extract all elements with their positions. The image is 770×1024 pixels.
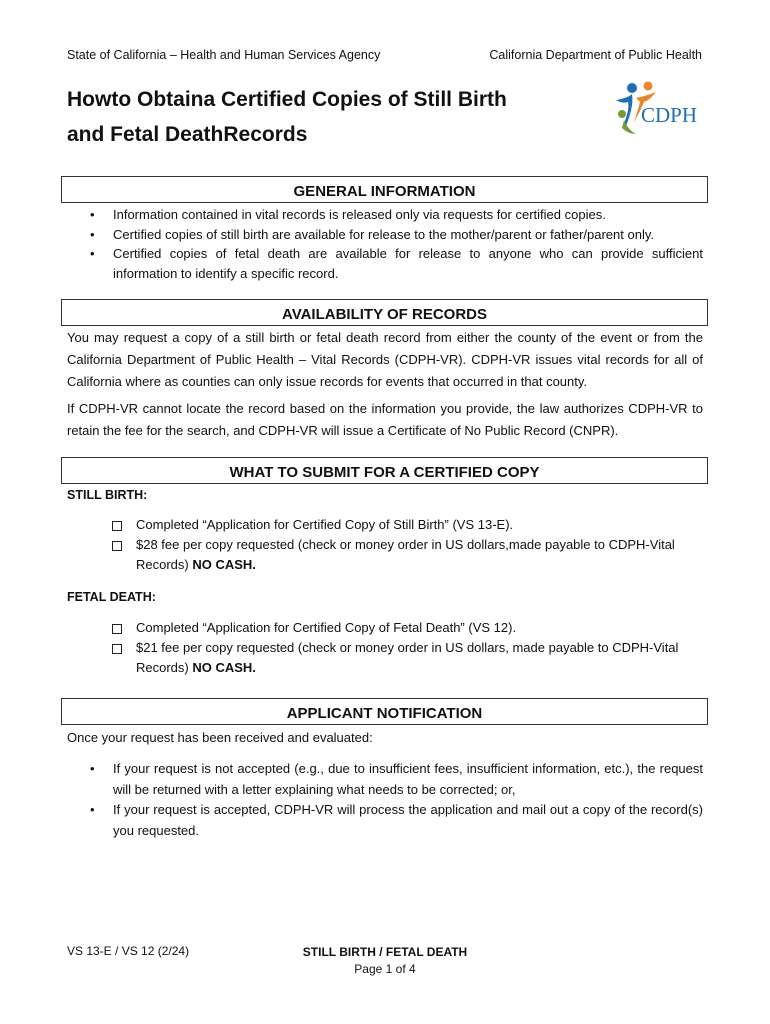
header-department: California Department of Public Health <box>489 48 702 62</box>
footer-center <box>300 944 470 978</box>
title-line-2: and Fetal DeathRecords <box>67 123 308 146</box>
list-item: • Certified copies of fetal death are available for release to anyone who can provide sufficient information to identify a specific record. <box>88 244 703 283</box>
general-information-list <box>88 205 703 283</box>
checkbox-icon <box>112 541 122 551</box>
checkbox-icon <box>112 644 122 654</box>
cdph-logo <box>610 78 706 138</box>
still-birth-label: STILL BIRTH: <box>67 488 148 502</box>
list-item: • Information contained in vital records is released only via requests for certified copies. <box>88 205 703 225</box>
page-title <box>67 82 587 152</box>
availability-paragraph-1: You may request a copy of a still birth or fetal death record from either the county of the event or from the California Department of Public Health – Vital Records (CDPH-VR). CDPH-VR issues vital records for all of California where as counties can only issue records for events that occurred in that county. <box>67 330 703 389</box>
notification-list <box>88 759 703 841</box>
checklist-item: Completed “Application for Certified Copy of Fetal Death” (VS 12). <box>110 618 690 638</box>
what-to-submit-heading: WHAT TO SUBMIT FOR A CERTIFIED COPY <box>61 457 708 484</box>
list-item: • If your request is not accepted (e.g., due to insufficient fees, insufficient information, etc.), the request will be returned with a letter explaining what needs to be corrected; or, <box>88 759 703 800</box>
general-information-heading: GENERAL INFORMATION <box>61 176 708 203</box>
header-agency: State of California – Health and Human Services Agency <box>67 48 381 62</box>
page-number: Page 1 of 4 <box>354 962 416 976</box>
list-item: • Certified copies of still birth are available for release to the mother/parent or father/parent only. <box>88 225 703 245</box>
checklist-item: Completed “Application for Certified Copy of Still Birth” (VS 13-E). <box>110 515 690 535</box>
list-item: • If your request is accepted, CDPH-VR will process the application and mail out a copy of the record(s) you requested. <box>88 800 703 841</box>
applicant-notification-heading: APPLICANT NOTIFICATION <box>61 698 708 725</box>
footer-form-id: VS 13-E / VS 12 (2/24) <box>67 944 190 958</box>
title-line-1: Howto Obtaina Certified Copies of Still Birth <box>67 88 507 111</box>
still-birth-checklist <box>110 515 690 575</box>
fetal-death-label: FETAL DEATH: <box>67 590 156 604</box>
notification-intro: Once your request has been received and evaluated: <box>67 730 373 745</box>
availability-heading: AVAILABILITY OF RECORDS <box>61 299 708 326</box>
checkbox-icon <box>112 521 122 531</box>
footer-doc-title: STILL BIRTH / FETAL DEATH <box>302 945 468 959</box>
logo-text: CDPH <box>641 103 698 127</box>
checkbox-icon <box>112 624 122 634</box>
availability-paragraph-2: If CDPH-VR cannot locate the record based on the information you provide, the law authorizes CDPH-VR to retain the fee for the search, and CDPH-VR will issue a Certificate of No Public Record (CNPR). <box>67 401 703 438</box>
checklist-item: $28 fee per copy requested (check or money order in US dollars,made payable to CDPH-Vital Records) NO CASH. <box>110 535 690 575</box>
checklist-item: $21 fee per copy requested (check or money order in US dollars, made payable to CDPH-Vital Records) NO CASH. <box>110 638 690 678</box>
fetal-death-checklist <box>110 618 690 678</box>
